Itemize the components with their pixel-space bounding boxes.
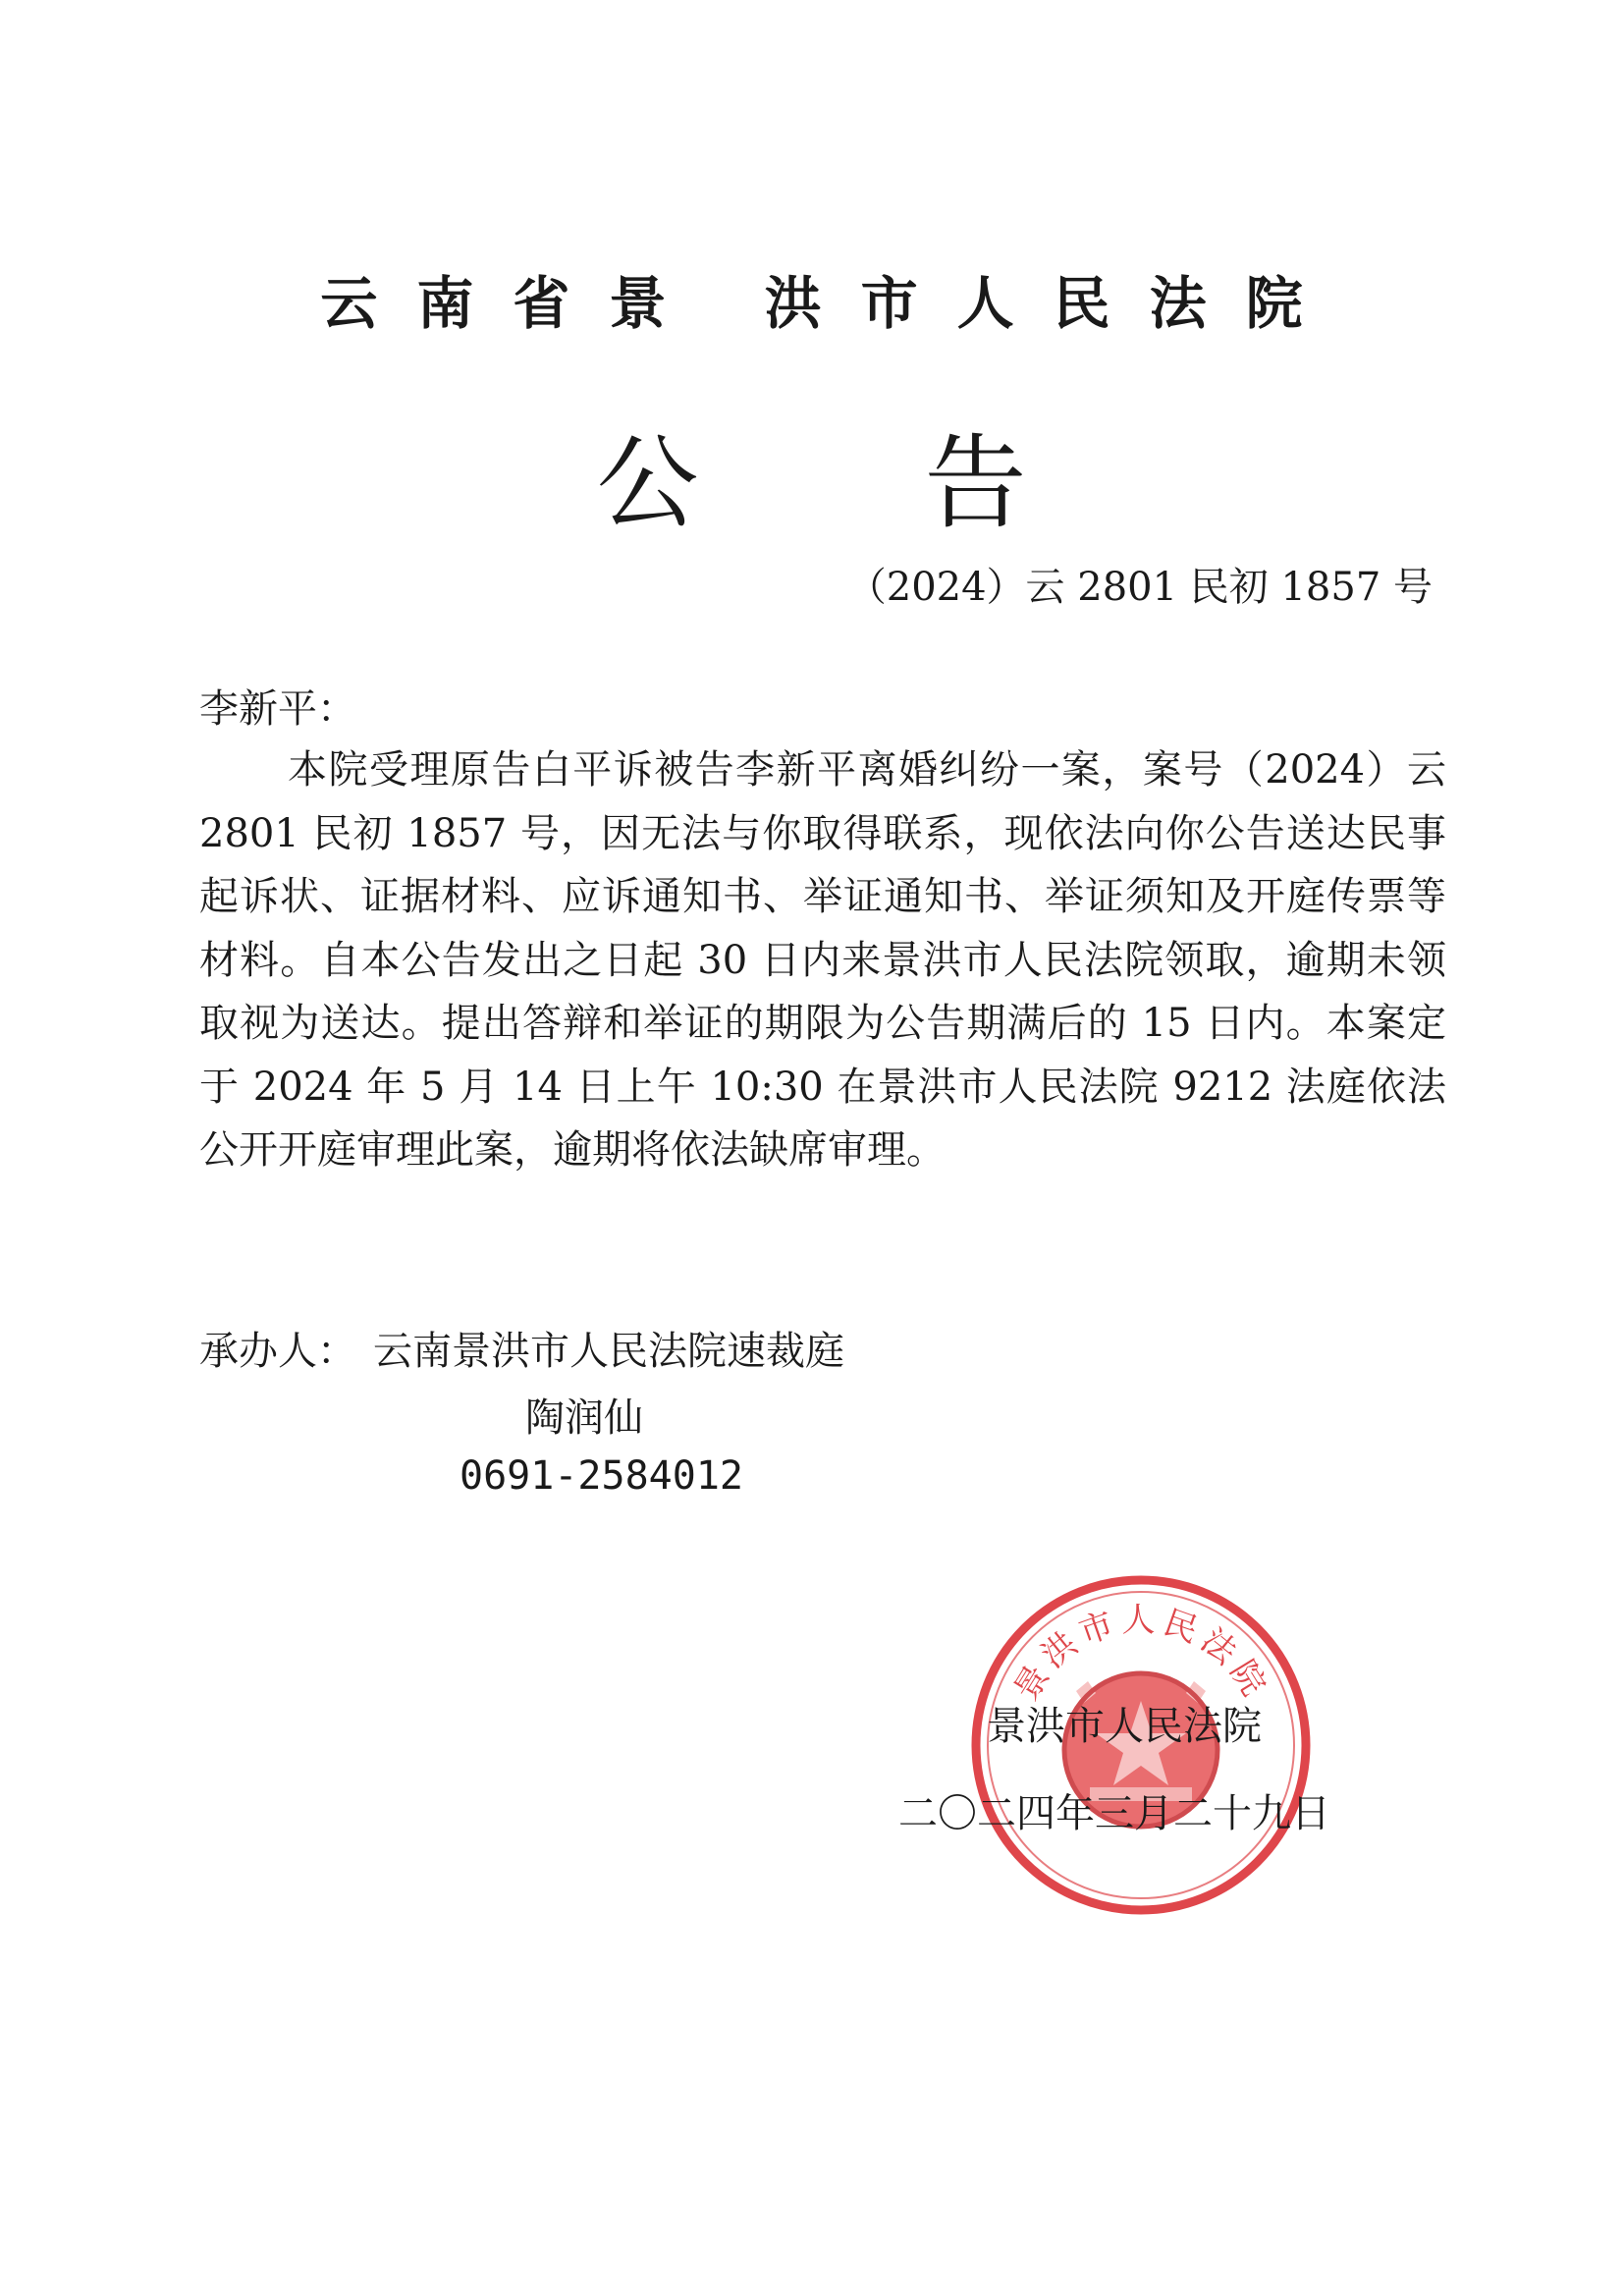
handler-phone: 0691-2584012 (460, 1453, 743, 1499)
signing-date: 二〇二四年三月二十九日 (898, 1791, 1330, 1836)
case-number: （2024）云 2801 民初 1857 号 (846, 565, 1433, 610)
seal-text: 景洪市人民法院 (1006, 1601, 1276, 1708)
signing-organization: 景洪市人民法院 (987, 1704, 1262, 1749)
addressee: 李新平： (199, 686, 356, 732)
document-title: 公告 (596, 423, 1253, 543)
handler-label: 承办人： (199, 1329, 356, 1374)
court-name: 云南省景 洪市人民法院 (320, 270, 1342, 337)
notice-body: 本院受理原告白平诉被告李新平离婚纠纷一案，案号（2024）云 2801 民初 1857 号，因无法与你取得联系，现依法向你公告送达民事起诉状、证据材料、应诉通知书、举证通知书、举证须知及开庭传票等材料。自本公告发出之日起 30 日内来景洪市人民法院领取，逾期未领取视为送达。提出答辩和举证的期限为公告期满后的 15 日内。本案定于 2024 年 5 月 14 日上午 10:30 在景洪市人民法院 9212 法庭依法公开开庭审理此案，逾期将依法缺席审理。 (199, 747, 1446, 1173)
handler-name: 陶润仙 (525, 1395, 643, 1441)
handler-department: 云南景洪市人民法院速裁庭 (373, 1329, 844, 1374)
